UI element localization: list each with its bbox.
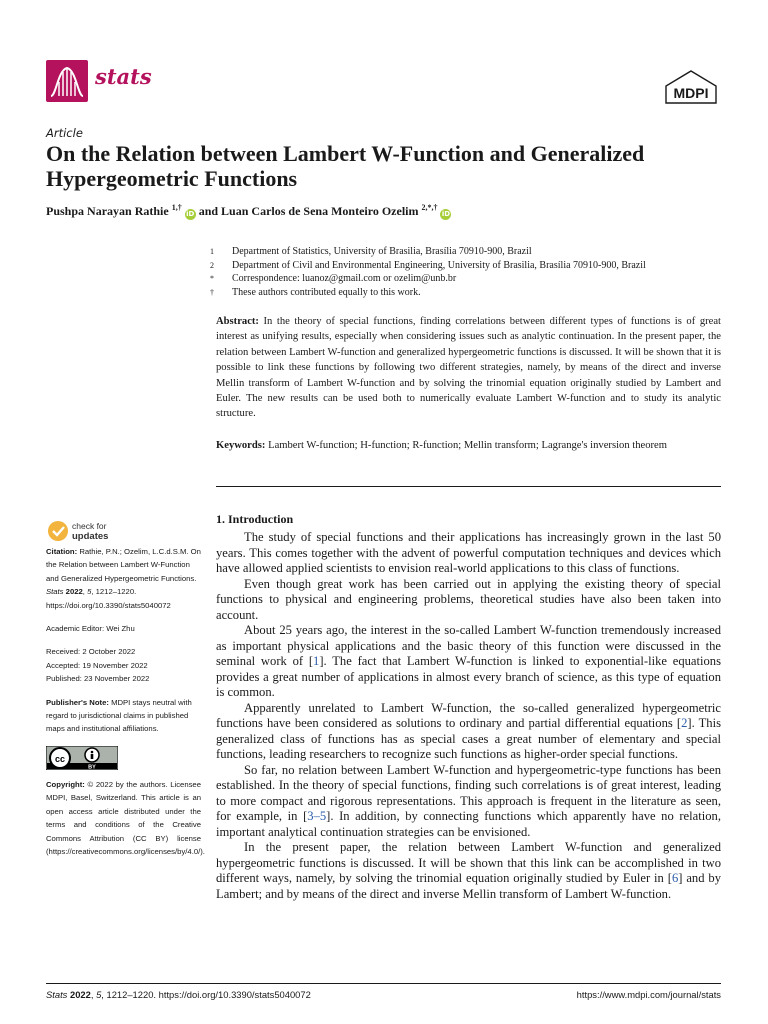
footer-citation: Stats 2022, 5, 1212–1220. https://doi.org/10.3390/stats5040072 — [46, 989, 311, 1000]
citation-block: Citation: Rathie, P.N.; Ozelim, L.C.d.S.M. On the Relation between Lambert W-Function and Generalized Hypergeometric Functions. Stats 2022, 5, 1212–1220. https://doi.org/10.3390/stats5040072 — [46, 547, 201, 610]
affiliation-item: * Correspondence: luanoz@gmail.com or ozelim@unb.br — [210, 273, 457, 284]
affiliation-item: 1 Department of Statistics, University of Brasilia, Brasília 70910-900, Brazil — [210, 246, 532, 257]
paragraph: In the present paper, the relation between Lambert W-function and generalized hypergeometric functions is discussed. It will be shown that this link can be accomplished in two different ways, namely, by solving the trinomial equation originally studied by Euler in [6] and by Lambert; and by means of the direct and inverse Mellin transform of Lambert W-function. — [216, 840, 721, 901]
abstract — [216, 314, 721, 422]
orcid-icon[interactable]: iD — [186, 210, 195, 218]
doi-link[interactable]: 1212–1220. https://doi.org/10.3390/stats5040072 — [46, 587, 171, 610]
author-name[interactable]: Pushpa Narayan Rathie — [46, 204, 169, 218]
journal-logo-icon — [46, 60, 88, 102]
journal-name: stats — [95, 64, 152, 89]
paragraph: Even though great work has been carried out in applying the existing theory of special functions to physical and engineering problems, theoretical studies have also been taken into account. — [216, 576, 721, 622]
check-for-updates-button[interactable] — [46, 519, 186, 543]
affiliation-item: 2 Department of Civil and Environmental Engineering, University of Brasilia, Brasília 70910-900, Brazil — [210, 259, 646, 271]
citation-link[interactable]: 2 — [681, 716, 688, 730]
paragraph: Apparently unrelated to Lambert W-function, the so-called generalized hypergeometric functions have been considered as solutions to ordinary and partial differential equations [2]. This generalized class of functions has as special cases a great number of elementary and special functions, leading researchers to recognize such functions as higher-order special functions. — [216, 700, 721, 761]
citation-link[interactable]: 1 — [313, 654, 320, 668]
author-name[interactable]: Luan Carlos de Sena Monteiro Ozelim — [221, 204, 419, 218]
paragraph: The study of special functions and their applications has increasingly grown in the last 50 years. This comes together with the advent of powerful computation techniques and devices which have allowed applied scientists to envision real-world applications to this class of functions. — [216, 530, 721, 575]
cc-by-license-icon[interactable] — [46, 746, 118, 770]
page-title: On the Relation between Lambert W-Function and Generalized Hypergeometric Functions — [46, 141, 645, 191]
publisher-note: Publisher's Note: MDPI stays neutral with regard to jurisdictional claims in published maps and institutional affiliations. — [46, 697, 192, 734]
body-text — [216, 530, 721, 902]
abstract-label: Abstract: — [216, 316, 259, 327]
footer-divider — [46, 983, 721, 984]
citation-link[interactable]: 3–5 — [307, 809, 327, 823]
author-affil-mark: 2,*,† — [421, 203, 438, 212]
sidebar — [46, 545, 205, 868]
author-affil-mark: 1,† — [171, 203, 182, 212]
dates: Received: 2 October 2022 Accepted: 19 November 2022 Published: 23 November 2022 — [46, 647, 150, 684]
svg-text:cc: cc — [54, 753, 66, 764]
footer-doi-link[interactable]: , 1212–1220. https://doi.org/10.3390/stats5040072 — [101, 989, 311, 1000]
keywords-text: Lambert W-function; H-function; R-function; Mellin transform; Lagrange's inversion theorem — [268, 440, 667, 451]
abstract-text: In the theory of special functions, finding correlations between different types of functions is of great interest as unifying results, especially when considering issues such as analytic continuation. In the present paper, the relation between Lambert W-function and generalized hypergeometric functions is discussed. It will be shown that it is possible to link these functions by following two different strategies, namely, by means of the direct and inverse Mellin transform of Lambert W-function and by solving the trinomial equation originally studied by Lambert and Euler. The new results can be used both to numerically evaluate Lambert W-function and to study its analytic structure. — [216, 316, 721, 420]
publisher-name: MDPI — [673, 85, 709, 101]
academic-editor: Academic Editor: Wei Zhu — [46, 624, 135, 634]
article-type: Article — [46, 126, 83, 140]
keywords-label: Keywords: — [216, 440, 266, 451]
keywords — [216, 438, 721, 454]
cc-by-text: BY — [88, 764, 96, 770]
paragraph: About 25 years ago, the interest in the so-called Lambert W-function tremendously increased as important physical applications and the basic theory of this function were discussed in the seminal work of [1]. The fact that Lambert W-function is linked to exponential-like equations provides a great number of applications in almost every branch of science, as this type of equation is common. — [216, 623, 721, 699]
author-list — [46, 203, 451, 220]
author-connector: and — [198, 204, 219, 218]
divider — [216, 486, 721, 487]
check-updates-line2: updates — [72, 531, 109, 542]
affiliations — [210, 245, 730, 299]
affiliation-item: † These authors contributed equally to this work. — [210, 286, 421, 298]
section-heading: 1. Introduction — [216, 512, 294, 526]
copyright-block: Copyright: © 2022 by the authors. Licensee MDPI, Basel, Switzerland. This article is an open access article distributed under the terms and conditions of the Creative Commons Attribution (CC BY) license (https://creativecommons.org/licenses/by/4.0/). — [46, 779, 205, 856]
footer-journal-url[interactable]: https://www.mdpi.com/journal/stats — [576, 989, 721, 1000]
paragraph: So far, no relation between Lambert W-function and hypergeometric-type functions has been established. In the theory of special functions, finding such correlations is of great interest, leading to more compact and rigorous representations. This approach is frequent in the literature as seen, for example, in [3–5]. In addition, by connecting functions which apparently have no relation, important analytical continuation strategies can be envisioned. — [216, 762, 721, 839]
mdpi-logo — [664, 70, 718, 108]
check-updates-line1: check for — [72, 521, 107, 531]
orcid-icon[interactable]: iD — [441, 210, 451, 218]
citation-link[interactable]: 6 — [671, 871, 679, 885]
